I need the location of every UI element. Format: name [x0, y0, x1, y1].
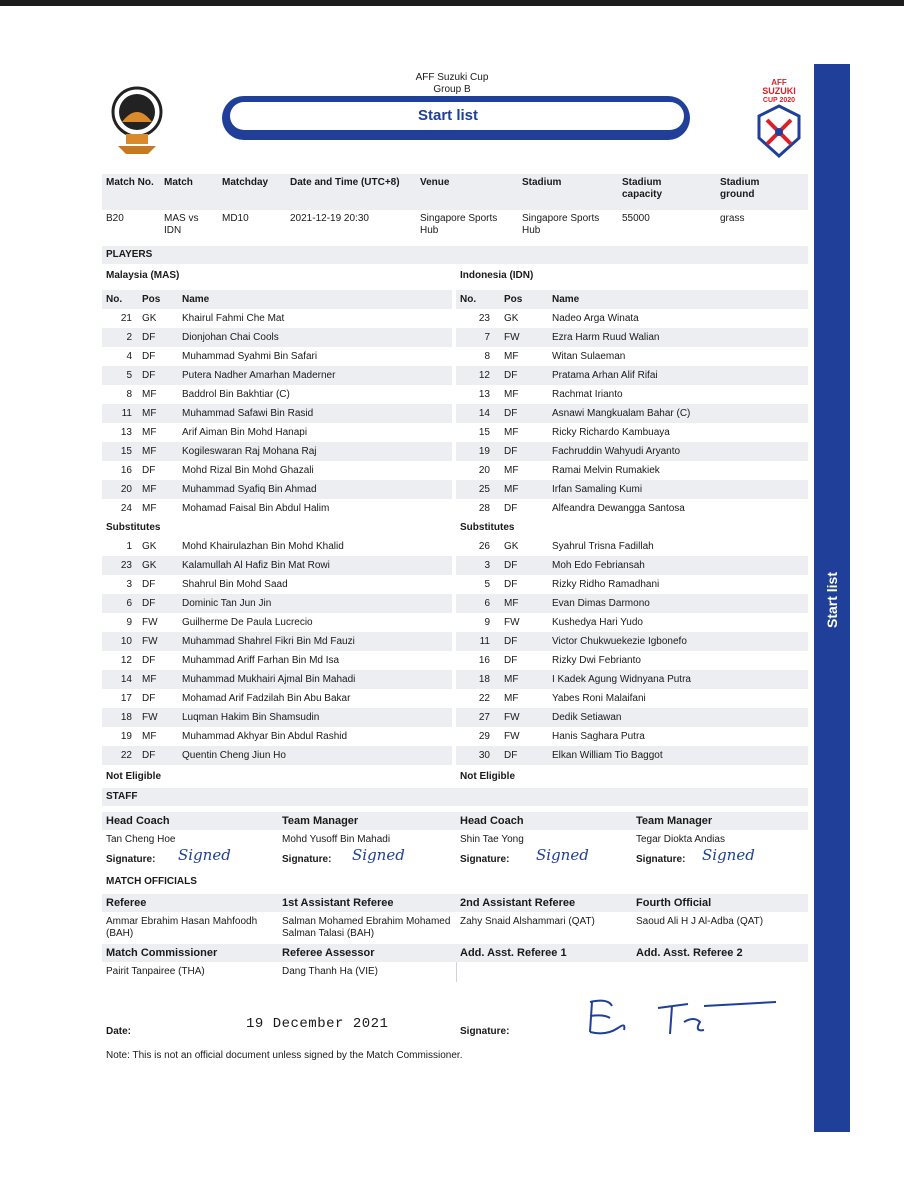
player-position: DF: [504, 408, 518, 419]
mas-starter-row: [102, 366, 452, 385]
idn-starter-row: [456, 347, 808, 366]
player-number: 17: [120, 693, 132, 704]
player-name: Guilherme De Paula Lucrecio: [182, 617, 313, 628]
mas-substitute-row: [102, 537, 452, 556]
player-name: Irfan Samaling Kumi: [552, 484, 643, 495]
start-list-page: [0, 6, 904, 1200]
mas-starter-row: [102, 385, 452, 404]
match-header-datetime: Date and Time (UTC+8): [290, 177, 400, 188]
commissioner-signature-label: Signature:: [460, 1026, 510, 1037]
mas-substitute-row: [102, 651, 452, 670]
player-number: 6: [484, 598, 490, 609]
player-position: GK: [142, 560, 157, 571]
staff-signature-label: Signature:: [282, 854, 332, 865]
idn-column-headers: [456, 290, 808, 309]
idn-starter-row: [456, 309, 808, 328]
idn-starter-row: [456, 423, 808, 442]
player-name: Luqman Hakim Bin Shamsudin: [182, 712, 320, 723]
staff-name-mas-manager: Mohd Yusoff Bin Mahadi: [282, 834, 391, 845]
player-position: MF: [142, 674, 157, 685]
idn-substitutes-label: Substitutes: [460, 522, 515, 533]
staff-signature-label: Signature:: [106, 854, 156, 865]
player-position: DF: [504, 560, 518, 571]
player-number: 12: [120, 655, 132, 666]
player-number: 22: [120, 750, 132, 761]
player-position: FW: [504, 617, 520, 628]
date-label: Date:: [106, 1026, 132, 1037]
player-name: Moh Edo Febriansah: [552, 560, 645, 571]
signature-mas-manager: Signed: [352, 846, 405, 864]
official-name-referee: Ammar Ebrahim Hasan Mahfoodh (BAH): [106, 916, 258, 939]
date-value: 19 December 2021: [246, 1016, 389, 1032]
player-number: 3: [126, 579, 132, 590]
player-number: 13: [120, 427, 132, 438]
logo-text-suzuki: SUZUKI: [762, 86, 796, 96]
idn-substitute-row: [456, 746, 808, 765]
player-number: 8: [126, 389, 132, 400]
player-name: Muhammad Mukhairi Ajmal Bin Mahadi: [182, 674, 356, 685]
player-number: 18: [120, 712, 132, 723]
staff-signature-label: Signature:: [460, 854, 510, 865]
player-name: Mohd Khairulazhan Bin Mohd Khalid: [182, 541, 344, 552]
player-position: DF: [142, 332, 156, 343]
col-pos: Pos: [142, 294, 161, 305]
page-title: Start list: [417, 107, 478, 124]
idn-substitute-row: [456, 556, 808, 575]
player-position: MF: [504, 674, 519, 685]
match-header-venue: Venue: [420, 177, 450, 188]
player-number: 14: [120, 674, 132, 685]
player-name: Evan Dimas Darmono: [552, 598, 650, 609]
player-name: Mohd Rizal Bin Mohd Ghazali: [182, 465, 314, 476]
match-header-no: Match No.: [106, 177, 154, 188]
player-number: 19: [120, 731, 132, 742]
official-name-ar2: Zahy Snaid Alshammari (QAT): [460, 916, 595, 927]
player-name: Muhammad Syahmi Bin Safari: [182, 351, 318, 362]
player-position: DF: [142, 598, 156, 609]
player-name: I Kadek Agung Widnyana Putra: [552, 674, 691, 685]
player-name: Dedik Setiawan: [552, 712, 622, 723]
player-position: DF: [142, 465, 156, 476]
player-position: MF: [504, 598, 519, 609]
player-position: DF: [504, 636, 518, 647]
team-name-mas: Malaysia (MAS): [106, 270, 180, 281]
datetime-value: 2021-12-19 20:30: [290, 213, 369, 224]
venue-value: Singapore Sports Hub: [420, 213, 498, 236]
idn-substitute-row: [456, 575, 808, 594]
players-heading-bg: [102, 246, 808, 264]
mas-substitutes-label: Substitutes: [106, 522, 161, 533]
mas-substitute-row: [102, 632, 452, 651]
col-name: Name: [182, 294, 210, 305]
player-number: 28: [478, 503, 490, 514]
logo-text-aff: AFF: [771, 78, 787, 87]
mas-starter-row: [102, 404, 452, 423]
player-position: MF: [504, 427, 519, 438]
official-name-ar1: Salman Mohamed Ebrahim Mohamed Salman Talasi (BAH): [282, 916, 451, 939]
sidebar-label: Start list: [824, 571, 840, 629]
idn-substitute-row: [456, 727, 808, 746]
player-name: Muhammad Syafiq Bin Ahmad: [182, 484, 317, 495]
player-name: Witan Sulaeman: [552, 351, 626, 362]
player-position: DF: [504, 446, 518, 457]
officials-heading: MATCH OFFICIALS: [106, 876, 197, 887]
player-position: MF: [504, 351, 519, 362]
match-header-matchday: Matchday: [222, 177, 269, 188]
signature-idn-coach: Signed: [536, 846, 589, 864]
staff-heading: STAFF: [106, 791, 138, 802]
player-name: Muhammad Shahrel Fikri Bin Md Fauzi: [182, 636, 355, 647]
mas-not-eligible-label: Not Eligible: [106, 771, 161, 782]
player-number: 15: [120, 446, 132, 457]
player-position: FW: [504, 332, 520, 343]
player-number: 29: [478, 731, 490, 742]
player-name: Pratama Arhan Alif Rifai: [552, 370, 658, 381]
player-position: MF: [142, 731, 157, 742]
player-name: Rizky Dwi Febrianto: [552, 655, 641, 666]
commissioner-signature: [584, 992, 780, 1042]
player-number: 6: [126, 598, 132, 609]
idn-substitute-row: [456, 708, 808, 727]
mas-starter-row: [102, 442, 452, 461]
player-name: Alfeandra Dewangga Santosa: [552, 503, 685, 514]
staff-name-mas-coach: Tan Cheng Hoe: [106, 834, 176, 845]
player-number: 10: [120, 636, 132, 647]
official-role-referee: Referee: [106, 897, 147, 909]
player-name: Yabes Roni Malaifani: [552, 693, 646, 704]
player-name: Dionjohan Chai Cools: [182, 332, 279, 343]
player-position: FW: [142, 712, 158, 723]
mas-starter-row: [102, 480, 452, 499]
staff-name-idn-coach: Shin Tae Yong: [460, 834, 524, 845]
player-number: 18: [478, 674, 490, 685]
players-heading: PLAYERS: [106, 249, 153, 260]
player-number: 4: [126, 351, 132, 362]
player-position: GK: [504, 541, 519, 552]
staff-signature-label: Signature:: [636, 854, 686, 865]
player-number: 26: [478, 541, 490, 552]
official-role-ar1: 1st Assistant Referee: [282, 897, 394, 909]
capacity-value: 55000: [622, 213, 650, 224]
mas-starter-row: [102, 347, 452, 366]
player-number: 9: [126, 617, 132, 628]
player-position: DF: [504, 579, 518, 590]
competition-name: AFF Suzuki Cup: [415, 72, 489, 83]
mas-substitute-row: [102, 727, 452, 746]
player-number: 9: [484, 617, 490, 628]
mas-substitute-row: [102, 575, 452, 594]
staff-heading-bg: [102, 788, 808, 806]
player-position: DF: [142, 370, 156, 381]
stadium-value: Singapore Sports Hub: [522, 213, 600, 236]
official-name-assessor: Dang Thanh Ha (VIE): [282, 966, 378, 977]
player-number: 16: [120, 465, 132, 476]
official-role-aar1: Add. Asst. Referee 1: [460, 947, 567, 959]
player-number: 16: [478, 655, 490, 666]
mas-substitute-row: [102, 556, 452, 575]
idn-substitute-row: [456, 632, 808, 651]
player-number: 13: [478, 389, 490, 400]
mas-substitute-row: [102, 708, 452, 727]
signature-mas-coach: Signed: [178, 846, 231, 864]
player-number: 11: [479, 636, 490, 647]
signature-idn-manager: Signed: [702, 846, 755, 864]
player-position: MF: [142, 389, 157, 400]
match-value: MAS vs IDN: [164, 213, 199, 236]
player-number: 5: [484, 579, 490, 590]
footer-note: Note: This is not an official document unless signed by the Match Commissioner.: [106, 1050, 463, 1061]
player-position: DF: [142, 655, 156, 666]
matchday-value: MD10: [222, 213, 249, 224]
official-role-ar2: 2nd Assistant Referee: [460, 897, 576, 909]
player-position: DF: [142, 579, 156, 590]
team-name-idn: Indonesia (IDN): [460, 270, 534, 281]
player-number: 12: [478, 370, 490, 381]
player-name: Kalamullah Al Hafiz Bin Mat Rowi: [182, 560, 330, 571]
match-header-match: Match: [164, 177, 193, 188]
player-name: Rizky Ridho Ramadhani: [552, 579, 660, 590]
staff-name-idn-manager: Tegar Diokta Andias: [636, 834, 725, 845]
player-name: Ricky Richardo Kambuaya: [552, 427, 670, 438]
player-name: Rachmat Irianto: [552, 389, 623, 400]
player-name: Muhammad Safawi Bin Rasid: [182, 408, 314, 419]
idn-substitute-row: [456, 689, 808, 708]
player-position: MF: [142, 484, 157, 495]
player-number: 24: [120, 503, 132, 514]
official-role-commissioner: Match Commissioner: [106, 947, 218, 959]
player-number: 2: [126, 332, 132, 343]
player-name: Quentin Cheng Jiun Ho: [182, 750, 286, 761]
col-name: Name: [552, 294, 580, 305]
idn-substitute-row: [456, 670, 808, 689]
official-role-fourth: Fourth Official: [636, 897, 712, 909]
mas-starter-row: [102, 309, 452, 328]
player-number: 25: [478, 484, 490, 495]
player-position: DF: [504, 503, 518, 514]
mas-starter-row: [102, 499, 452, 518]
player-position: DF: [142, 351, 156, 362]
player-name: Hanis Saghara Putra: [552, 731, 645, 742]
player-name: Ramai Melvin Rumakiek: [552, 465, 660, 476]
player-name: Dominic Tan Jun Jin: [182, 598, 272, 609]
player-position: GK: [142, 541, 157, 552]
player-number: 8: [484, 351, 490, 362]
player-name: Asnawi Mangkualam Bahar (C): [552, 408, 691, 419]
match-no-value: B20: [106, 213, 124, 224]
idn-substitute-row: [456, 594, 808, 613]
mas-substitute-row: [102, 594, 452, 613]
idn-starter-row: [456, 499, 808, 518]
player-position: MF: [504, 484, 519, 495]
player-position: GK: [142, 313, 157, 324]
match-header-bg: [102, 174, 808, 210]
player-position: MF: [142, 446, 157, 457]
player-name: Arif Aiman Bin Mohd Hanapi: [182, 427, 308, 438]
player-name: Elkan William Tio Baggot: [552, 750, 663, 761]
player-number: 11: [121, 408, 132, 419]
player-number: 14: [478, 408, 490, 419]
idn-starter-row: [456, 385, 808, 404]
col-no: No.: [106, 294, 123, 305]
player-name: Kogileswaran Raj Mohana Raj: [182, 446, 317, 457]
staff-role-idn-coach: Head Coach: [460, 815, 524, 827]
player-name: Fachruddin Wahyudi Aryanto: [552, 446, 681, 457]
official-role-aar2: Add. Asst. Referee 2: [636, 947, 743, 959]
player-position: DF: [504, 655, 518, 666]
player-position: MF: [504, 389, 519, 400]
player-position: GK: [504, 313, 519, 324]
player-position: DF: [142, 693, 156, 704]
player-number: 27: [478, 712, 490, 723]
player-name: Victor Chukwuekezie Igbonefo: [552, 636, 687, 647]
match-header-stadium: Stadium: [522, 177, 562, 188]
idn-not-eligible-label: Not Eligible: [460, 771, 515, 782]
player-name: Muhammad Akhyar Bin Abdul Rashid: [182, 731, 348, 742]
player-position: MF: [142, 503, 157, 514]
logo-text-cup: CUP 2020: [762, 97, 796, 104]
player-number: 30: [478, 750, 490, 761]
player-name: Ezra Harm Ruud Walian: [552, 332, 660, 343]
mas-starter-row: [102, 328, 452, 347]
idn-starter-row: [456, 366, 808, 385]
player-name: Baddrol Bin Bakhtiar (C): [182, 389, 290, 400]
player-position: FW: [142, 636, 158, 647]
staff-role-mas-coach: Head Coach: [106, 815, 170, 827]
player-position: DF: [504, 370, 518, 381]
player-position: DF: [142, 750, 156, 761]
idn-starter-row: [456, 442, 808, 461]
header-title: [392, 72, 512, 96]
player-name: Syahrul Trisna Fadillah: [552, 541, 654, 552]
column-divider: [456, 962, 457, 982]
official-name-commissioner: Pairit Tanpairee (THA): [106, 966, 205, 977]
player-name: Kushedya Hari Yudo: [552, 617, 643, 628]
idn-substitute-row: [456, 651, 808, 670]
mas-column-headers: [102, 290, 452, 309]
player-number: 23: [478, 313, 490, 324]
player-position: MF: [504, 693, 519, 704]
player-number: 3: [484, 560, 490, 571]
player-number: 7: [484, 332, 490, 343]
player-number: 1: [126, 541, 132, 552]
ground-value: grass: [720, 213, 745, 224]
idn-starter-row: [456, 328, 808, 347]
match-header-ground: Stadium ground: [720, 177, 760, 200]
player-name: Muhammad Ariff Farhan Bin Md Isa: [182, 655, 340, 666]
group-name: Group B: [433, 84, 471, 95]
player-name: Mohamad Arif Fadzilah Bin Abu Bakar: [182, 693, 351, 704]
col-pos: Pos: [504, 294, 523, 305]
player-number: 22: [478, 693, 490, 704]
player-name: Putera Nadher Amarhan Maderner: [182, 370, 336, 381]
idn-starter-row: [456, 461, 808, 480]
player-name: Mohamad Faisal Bin Abdul Halim: [182, 503, 330, 514]
idn-starter-row: [456, 404, 808, 423]
staff-role-idn-manager: Team Manager: [636, 815, 713, 827]
player-name: Shahrul Bin Mohd Saad: [182, 579, 288, 590]
mas-substitute-row: [102, 670, 452, 689]
player-number: 15: [478, 427, 490, 438]
suzuki-cup-logo: [754, 76, 804, 158]
player-number: 21: [120, 313, 132, 324]
player-position: FW: [504, 731, 520, 742]
mas-substitute-row: [102, 613, 452, 632]
idn-starter-row: [456, 480, 808, 499]
player-number: 20: [478, 465, 490, 476]
official-name-fourth: Saoud Ali H J Al-Adba (QAT): [636, 916, 764, 927]
staff-role-mas-manager: Team Manager: [282, 815, 359, 827]
player-position: MF: [504, 465, 519, 476]
mas-substitute-row: [102, 746, 452, 765]
player-position: DF: [504, 750, 518, 761]
mas-substitute-row: [102, 689, 452, 708]
player-number: 23: [120, 560, 132, 571]
player-name: Nadeo Arga Winata: [552, 313, 639, 324]
player-name: Khairul Fahmi Che Mat: [182, 313, 285, 324]
official-role-assessor: Referee Assessor: [282, 947, 375, 959]
player-position: MF: [142, 427, 157, 438]
idn-substitute-row: [456, 613, 808, 632]
idn-substitute-row: [456, 537, 808, 556]
mas-starter-row: [102, 461, 452, 480]
player-number: 19: [478, 446, 490, 457]
player-number: 20: [120, 484, 132, 495]
player-number: 5: [126, 370, 132, 381]
mas-starter-row: [102, 423, 452, 442]
player-position: FW: [504, 712, 520, 723]
player-position: MF: [142, 408, 157, 419]
aff-logo: [104, 82, 170, 156]
match-header-capacity: Stadium capacity: [622, 177, 663, 200]
col-no: No.: [460, 294, 477, 305]
player-position: FW: [142, 617, 158, 628]
